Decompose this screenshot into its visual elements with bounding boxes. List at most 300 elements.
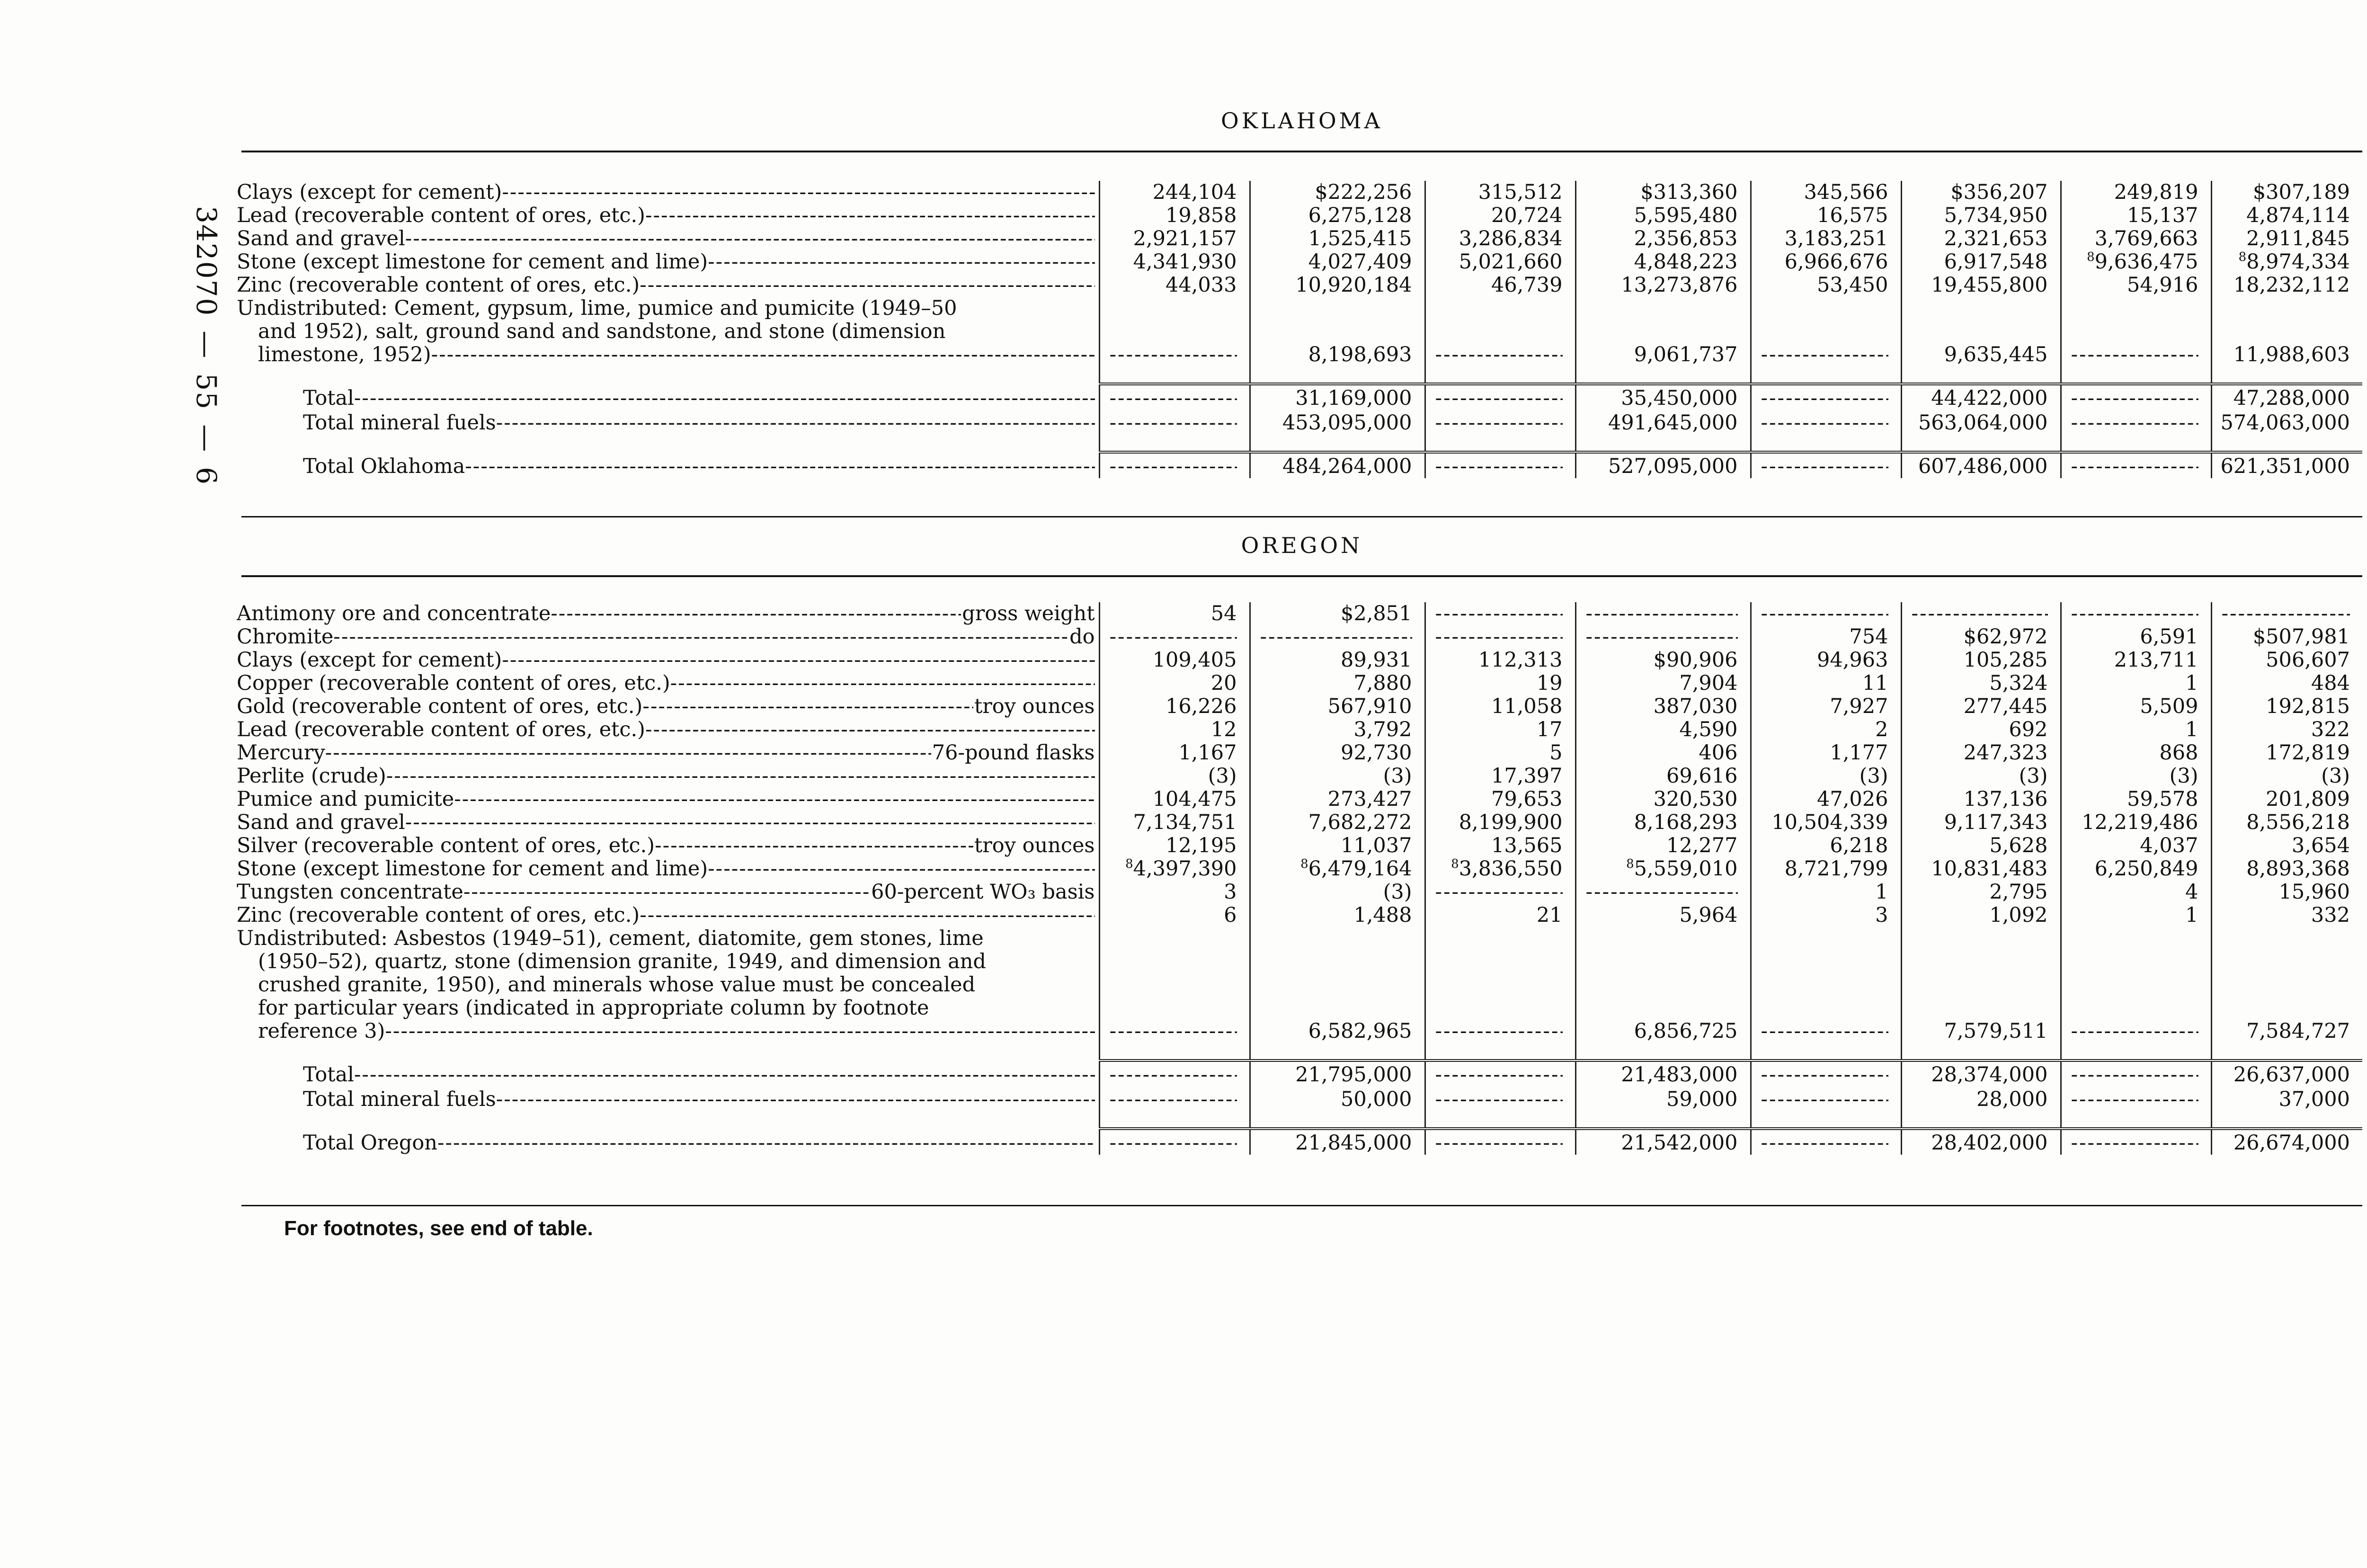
value-cell	[1099, 811, 1250, 834]
value-text: 4,848,223	[1634, 250, 1738, 274]
value-text: 8,893,368	[2246, 857, 2350, 881]
table-row	[237, 204, 2362, 227]
value-text: 3,286,834	[1459, 227, 1563, 250]
value-cell	[2211, 1060, 2362, 1087]
value-cell	[1250, 343, 1425, 366]
value-text: (3)	[1383, 881, 1412, 904]
dash-filler	[2062, 602, 2198, 625]
empty-cell	[1751, 602, 1901, 625]
spacer	[1751, 1111, 1901, 1129]
oklahoma-table	[237, 181, 2362, 478]
empty-cell	[1751, 1020, 1901, 1043]
spacer	[1901, 366, 2061, 384]
value-cell	[2061, 834, 2211, 857]
value-text: 320,530	[1653, 788, 1738, 811]
value-text: 406	[1699, 741, 1738, 765]
unit-text: troy ounces	[974, 834, 1095, 857]
value-text: 47,026	[1817, 788, 1888, 811]
spacer	[1901, 1043, 2061, 1060]
value-text: 26,637,000	[2233, 1063, 2350, 1087]
empty-cell	[1901, 602, 2061, 625]
value-cell	[1575, 718, 1751, 741]
value-cell	[1751, 250, 1901, 274]
value-cell	[1575, 1020, 1751, 1043]
top-rule-oklahoma	[241, 151, 2362, 152]
row-label	[237, 1129, 1099, 1155]
dash-filler	[1426, 602, 1563, 625]
value-cell	[2211, 904, 2362, 927]
value-cell	[1250, 1060, 1425, 1087]
spacer	[2061, 1043, 2211, 1060]
value-cell	[2061, 204, 2211, 227]
unit-text: do	[1069, 625, 1095, 649]
value-cell	[2061, 227, 2211, 250]
value-cell	[1250, 811, 1425, 834]
dash-filler	[1576, 881, 1738, 904]
label-text: limestone, 1952)	[258, 343, 431, 366]
row-label	[237, 997, 1099, 1020]
value-text: 31,169,000	[1295, 386, 1412, 410]
footnote-reference: For footnotes, see end of table.	[284, 1217, 593, 1240]
value-cell	[1250, 788, 1425, 811]
row-label	[237, 410, 1099, 435]
label-line	[237, 1131, 1095, 1155]
empty-cell	[1751, 973, 1901, 997]
value-cell	[1901, 1129, 2061, 1155]
table-row-undistributed	[237, 320, 2362, 343]
value-text: 15,960	[2278, 881, 2350, 904]
spacer	[1425, 435, 1575, 452]
dash-filler	[1902, 602, 2048, 625]
value-cell	[1250, 649, 1425, 672]
value-cell	[1901, 1020, 2061, 1043]
leader-dots	[437, 1131, 1095, 1155]
leader-dots	[502, 181, 1095, 204]
row-label	[237, 904, 1099, 927]
value-text: 13,273,876	[1621, 274, 1738, 297]
dash-filler	[2062, 343, 2198, 366]
dash-filler	[2062, 455, 2198, 478]
dash-filler	[1426, 625, 1563, 649]
value-cell	[1751, 857, 1901, 881]
value-cell	[1250, 410, 1425, 435]
value-cell	[1751, 181, 1901, 204]
value-text: 484	[2311, 672, 2350, 695]
row-label	[237, 452, 1099, 478]
total-row	[237, 1087, 2362, 1111]
value-text: 3,836,550	[1459, 857, 1563, 881]
value-text: 6,856,725	[1634, 1020, 1738, 1043]
label-line	[237, 411, 1095, 435]
empty-cell	[1575, 625, 1751, 649]
value-cell	[1250, 181, 1425, 204]
label-text: Undistributed: Asbestos (1949–51), cement, diatomite, gem stones, lime	[237, 927, 984, 950]
row-label	[237, 227, 1099, 250]
label-text: Silver (recoverable content of ores, etc.)	[237, 834, 655, 857]
empty-cell	[1425, 384, 1575, 410]
print-code-part: 6	[190, 467, 222, 486]
empty-cell	[1575, 881, 1751, 904]
value-cell	[1901, 834, 2061, 857]
value-cell	[1250, 765, 1425, 788]
dash-filler	[1100, 625, 1237, 649]
value-text: 47,288,000	[2233, 386, 2350, 410]
label-text: Stone (except limestone for cement and lime)	[237, 857, 708, 881]
value-cell	[1901, 811, 2061, 834]
spacer	[1250, 1111, 1425, 1129]
empty-cell	[2211, 602, 2362, 625]
value-cell	[2061, 788, 2211, 811]
empty-cell	[2061, 297, 2211, 320]
value-text: 3,792	[1353, 718, 1412, 741]
value-cell	[2211, 384, 2362, 410]
leader-dots	[463, 881, 870, 904]
empty-cell	[1250, 625, 1425, 649]
label-line	[237, 1063, 1095, 1087]
empty-cell	[2211, 973, 2362, 997]
spacer-row	[237, 435, 2362, 452]
value-cell	[2211, 672, 2362, 695]
value-text: 7,682,272	[1308, 811, 1412, 834]
value-cell	[1575, 1087, 1751, 1111]
value-cell	[1751, 672, 1901, 695]
dash-filler	[2062, 1020, 2198, 1043]
empty-cell	[1575, 997, 1751, 1020]
value-cell	[1575, 1060, 1751, 1087]
row-label	[237, 741, 1099, 765]
empty-cell	[2211, 297, 2362, 320]
value-cell	[2211, 765, 2362, 788]
table-row	[237, 788, 2362, 811]
dash-filler	[1426, 1131, 1563, 1155]
value-cell	[1099, 649, 1250, 672]
value-text: 387,030	[1653, 695, 1738, 718]
empty-cell	[1425, 602, 1575, 625]
empty-cell	[1901, 927, 2061, 950]
label-line	[237, 274, 1095, 297]
value-text: 50,000	[1341, 1087, 1412, 1111]
value-text: 6,218	[1830, 834, 1888, 857]
value-cell	[2211, 834, 2362, 857]
value-cell	[2061, 672, 2211, 695]
value-text: 21,845,000	[1295, 1131, 1412, 1155]
empty-cell	[1250, 997, 1425, 1020]
value-text: 3,654	[2291, 834, 2350, 857]
value-cell	[1099, 672, 1250, 695]
value-text: 37,000	[2278, 1087, 2350, 1111]
leader-dots	[708, 250, 1095, 274]
value-text: 5,559,010	[1634, 857, 1738, 881]
spacer	[1250, 366, 1425, 384]
value-cell	[2211, 227, 2362, 250]
value-text: 28,374,000	[1931, 1063, 2048, 1087]
value-cell	[1250, 741, 1425, 765]
value-text: 249,819	[2114, 181, 2198, 204]
label-line	[237, 1020, 1095, 1043]
value-cell	[1250, 274, 1425, 297]
label-text: and 1952), salt, ground sand and sandstone, and stone (dimension	[258, 320, 946, 343]
label-line	[237, 343, 1095, 366]
value-cell	[1901, 343, 2061, 366]
value-text: 527,095,000	[1608, 454, 1738, 478]
value-cell	[1250, 227, 1425, 250]
value-cell	[1575, 452, 1751, 478]
empty-cell	[1425, 1060, 1575, 1087]
value-text: 9,061,737	[1634, 343, 1738, 366]
label-text: Tungsten concentrate	[237, 881, 463, 904]
value-cell	[2211, 857, 2362, 881]
label-line	[237, 227, 1095, 250]
label-text: Clays (except for cement)	[237, 649, 502, 672]
value-text: 11,037	[1341, 834, 1412, 857]
total-row	[237, 452, 2362, 478]
empty-cell	[2061, 602, 2211, 625]
empty-cell	[2061, 927, 2211, 950]
empty-cell	[1099, 625, 1250, 649]
empty-cell	[2061, 997, 2211, 1020]
value-text: 1,488	[1353, 904, 1412, 927]
value-text: 332	[2311, 904, 2350, 927]
dash-filler	[1752, 387, 1888, 410]
value-cell	[1751, 765, 1901, 788]
value-cell	[1751, 274, 1901, 297]
leader-dots	[551, 602, 961, 625]
empty-cell	[2211, 320, 2362, 343]
row-label	[237, 384, 1099, 410]
value-text: 19,858	[1166, 204, 1237, 227]
spacer	[1099, 1111, 1250, 1129]
leader-dots	[640, 904, 1095, 927]
value-text: 3	[1875, 904, 1888, 927]
value-text: $222,256	[1315, 181, 1412, 204]
value-text: 692	[2009, 718, 2048, 741]
spacer	[2211, 435, 2362, 452]
empty-cell	[1425, 1020, 1575, 1043]
empty-cell	[1751, 1060, 1901, 1087]
table-row	[237, 625, 2362, 649]
value-text: 4,874,114	[2246, 204, 2350, 227]
label-line	[237, 927, 1095, 950]
row-label	[237, 834, 1099, 857]
value-cell	[1425, 811, 1575, 834]
leader-dots	[655, 834, 973, 857]
print-code-part: 55	[190, 373, 222, 410]
dash-filler	[2062, 411, 2198, 435]
value-text: 69,616	[1666, 765, 1738, 788]
value-cell	[1901, 384, 2061, 410]
value-text: 7,134,751	[1133, 811, 1237, 834]
value-text: 2,921,157	[1133, 227, 1237, 250]
value-cell	[2061, 857, 2211, 881]
value-cell	[1250, 1087, 1425, 1111]
empty-cell	[1425, 1129, 1575, 1155]
row-label	[237, 672, 1099, 695]
value-text: 44,422,000	[1931, 386, 2048, 410]
label-line	[237, 602, 1095, 625]
value-text: 4,397,390	[1133, 857, 1237, 881]
dash-filler	[2062, 1131, 2198, 1155]
value-text: 19	[1536, 672, 1563, 695]
bottom-rule-oregon	[241, 1205, 2362, 1206]
value-cell	[1099, 274, 1250, 297]
value-text: 277,445	[1963, 695, 2048, 718]
value-cell	[1425, 250, 1575, 274]
value-cell	[2211, 250, 2362, 274]
row-label	[237, 343, 1099, 366]
leader-dots	[496, 1088, 1095, 1111]
value-text: 1	[1875, 881, 1888, 904]
value-cell	[2211, 452, 2362, 478]
label-line	[237, 672, 1095, 695]
value-cell	[2211, 1129, 2362, 1155]
spacer	[1751, 435, 1901, 452]
value-cell	[2061, 181, 2211, 204]
table-row	[237, 741, 2362, 765]
value-cell	[1901, 204, 2061, 227]
empty-cell	[1099, 297, 1250, 320]
value-cell	[1751, 881, 1901, 904]
spacer	[2061, 1111, 2211, 1129]
empty-cell	[1901, 973, 2061, 997]
value-text: 2,356,853	[1634, 227, 1738, 250]
empty-cell	[1751, 297, 1901, 320]
label-line	[237, 649, 1095, 672]
value-cell	[2211, 1087, 2362, 1111]
value-text: (3)	[1383, 765, 1412, 788]
label-line	[237, 181, 1095, 204]
value-text: 6,250,849	[2094, 857, 2198, 881]
value-cell	[1425, 904, 1575, 927]
value-cell	[2061, 718, 2211, 741]
row-label	[237, 881, 1099, 904]
spacer	[237, 1043, 1099, 1060]
table-row	[237, 765, 2362, 788]
value-text: 7,880	[1353, 672, 1412, 695]
value-text: 10,831,483	[1931, 857, 2048, 881]
empty-cell	[1901, 997, 2061, 1020]
label-line	[237, 811, 1095, 834]
value-cell	[1099, 695, 1250, 718]
value-text: $90,906	[1653, 649, 1738, 672]
empty-cell	[1250, 297, 1425, 320]
empty-cell	[2061, 320, 2211, 343]
value-cell	[1751, 904, 1901, 927]
value-cell	[1425, 204, 1575, 227]
empty-cell	[1099, 973, 1250, 997]
empty-cell	[1575, 973, 1751, 997]
dash-filler	[1100, 455, 1237, 478]
table-row-undistributed	[237, 973, 2362, 997]
value-cell	[1575, 343, 1751, 366]
value-text: 59,000	[1666, 1087, 1738, 1111]
dash-filler	[1426, 411, 1563, 435]
value-text: 11	[1862, 672, 1888, 695]
value-text: $507,981	[2252, 625, 2350, 649]
label-text: Total Oklahoma	[303, 454, 465, 478]
empty-cell	[1575, 927, 1751, 950]
value-cell	[2061, 250, 2211, 274]
value-text: 491,645,000	[1608, 411, 1738, 435]
value-cell	[1575, 672, 1751, 695]
value-cell	[1099, 788, 1250, 811]
leader-dots	[354, 387, 1095, 410]
table-row-undistributed	[237, 1020, 2362, 1043]
value-text: 15,137	[2127, 204, 2198, 227]
empty-cell	[1250, 320, 1425, 343]
label-text: Gold (recoverable content of ores, etc.)	[237, 695, 643, 718]
value-text: 28,402,000	[1931, 1131, 2048, 1155]
value-text: 322	[2311, 718, 2350, 741]
value-text: 12,277	[1666, 834, 1738, 857]
value-text: 5,324	[1989, 672, 2048, 695]
dash-filler	[2062, 1063, 2198, 1087]
section-title-oregon: OREGON	[1241, 533, 1363, 558]
value-cell	[2211, 274, 2362, 297]
value-text: 1	[2185, 718, 2198, 741]
value-cell	[1425, 695, 1575, 718]
value-text: 8,168,293	[1634, 811, 1738, 834]
value-text: 21,483,000	[1621, 1063, 1738, 1087]
value-text: 13,565	[1491, 834, 1563, 857]
value-text: 28,000	[1976, 1087, 2048, 1111]
table-row	[237, 181, 2362, 204]
value-text: 8,198,693	[1308, 343, 1412, 366]
value-cell	[1099, 881, 1250, 904]
label-text: Undistributed: Cement, gypsum, lime, pumice and pumicite (1949–50	[237, 297, 957, 320]
value-cell	[1751, 625, 1901, 649]
label-line	[237, 1088, 1095, 1111]
dash-filler	[1100, 1131, 1237, 1155]
value-cell	[1901, 649, 2061, 672]
label-text: Pumice and pumicite	[237, 788, 454, 811]
dash-filler	[1426, 1088, 1563, 1111]
label-text: Antimony ore and concentrate	[237, 602, 551, 625]
value-text: 9,636,475	[2094, 250, 2198, 274]
value-cell	[1250, 857, 1425, 881]
value-cell	[2211, 343, 2362, 366]
value-cell	[2211, 649, 2362, 672]
empty-cell	[1425, 452, 1575, 478]
value-text: 3,769,663	[2094, 227, 2198, 250]
table-row	[237, 695, 2362, 718]
leader-dots	[354, 1063, 1095, 1087]
value-cell	[1575, 1129, 1751, 1155]
empty-cell	[1099, 343, 1250, 366]
value-cell	[1099, 857, 1250, 881]
value-cell	[1575, 204, 1751, 227]
print-code-part: 342070	[190, 206, 222, 317]
footnote-marker: 8	[1626, 857, 1634, 871]
value-text: 20,724	[1491, 204, 1563, 227]
row-label	[237, 274, 1099, 297]
value-text: 2	[1875, 718, 1888, 741]
label-text: for particular years (indicated in appropriate column by footnote	[258, 997, 929, 1020]
spacer	[2061, 366, 2211, 384]
value-cell	[1901, 1087, 2061, 1111]
value-cell	[1250, 718, 1425, 741]
dash-filler	[1426, 881, 1563, 904]
value-text: 574,063,000	[2220, 411, 2350, 435]
value-text: 17	[1536, 718, 1563, 741]
value-text: 12	[1210, 718, 1237, 741]
value-cell	[1901, 274, 2061, 297]
value-text: (3)	[2321, 765, 2350, 788]
value-text: $356,207	[1950, 181, 2048, 204]
label-text: Zinc (recoverable content of ores, etc.)	[237, 274, 640, 297]
value-text: 868	[2159, 741, 2198, 765]
table-row	[237, 718, 2362, 741]
value-cell	[1901, 227, 2061, 250]
